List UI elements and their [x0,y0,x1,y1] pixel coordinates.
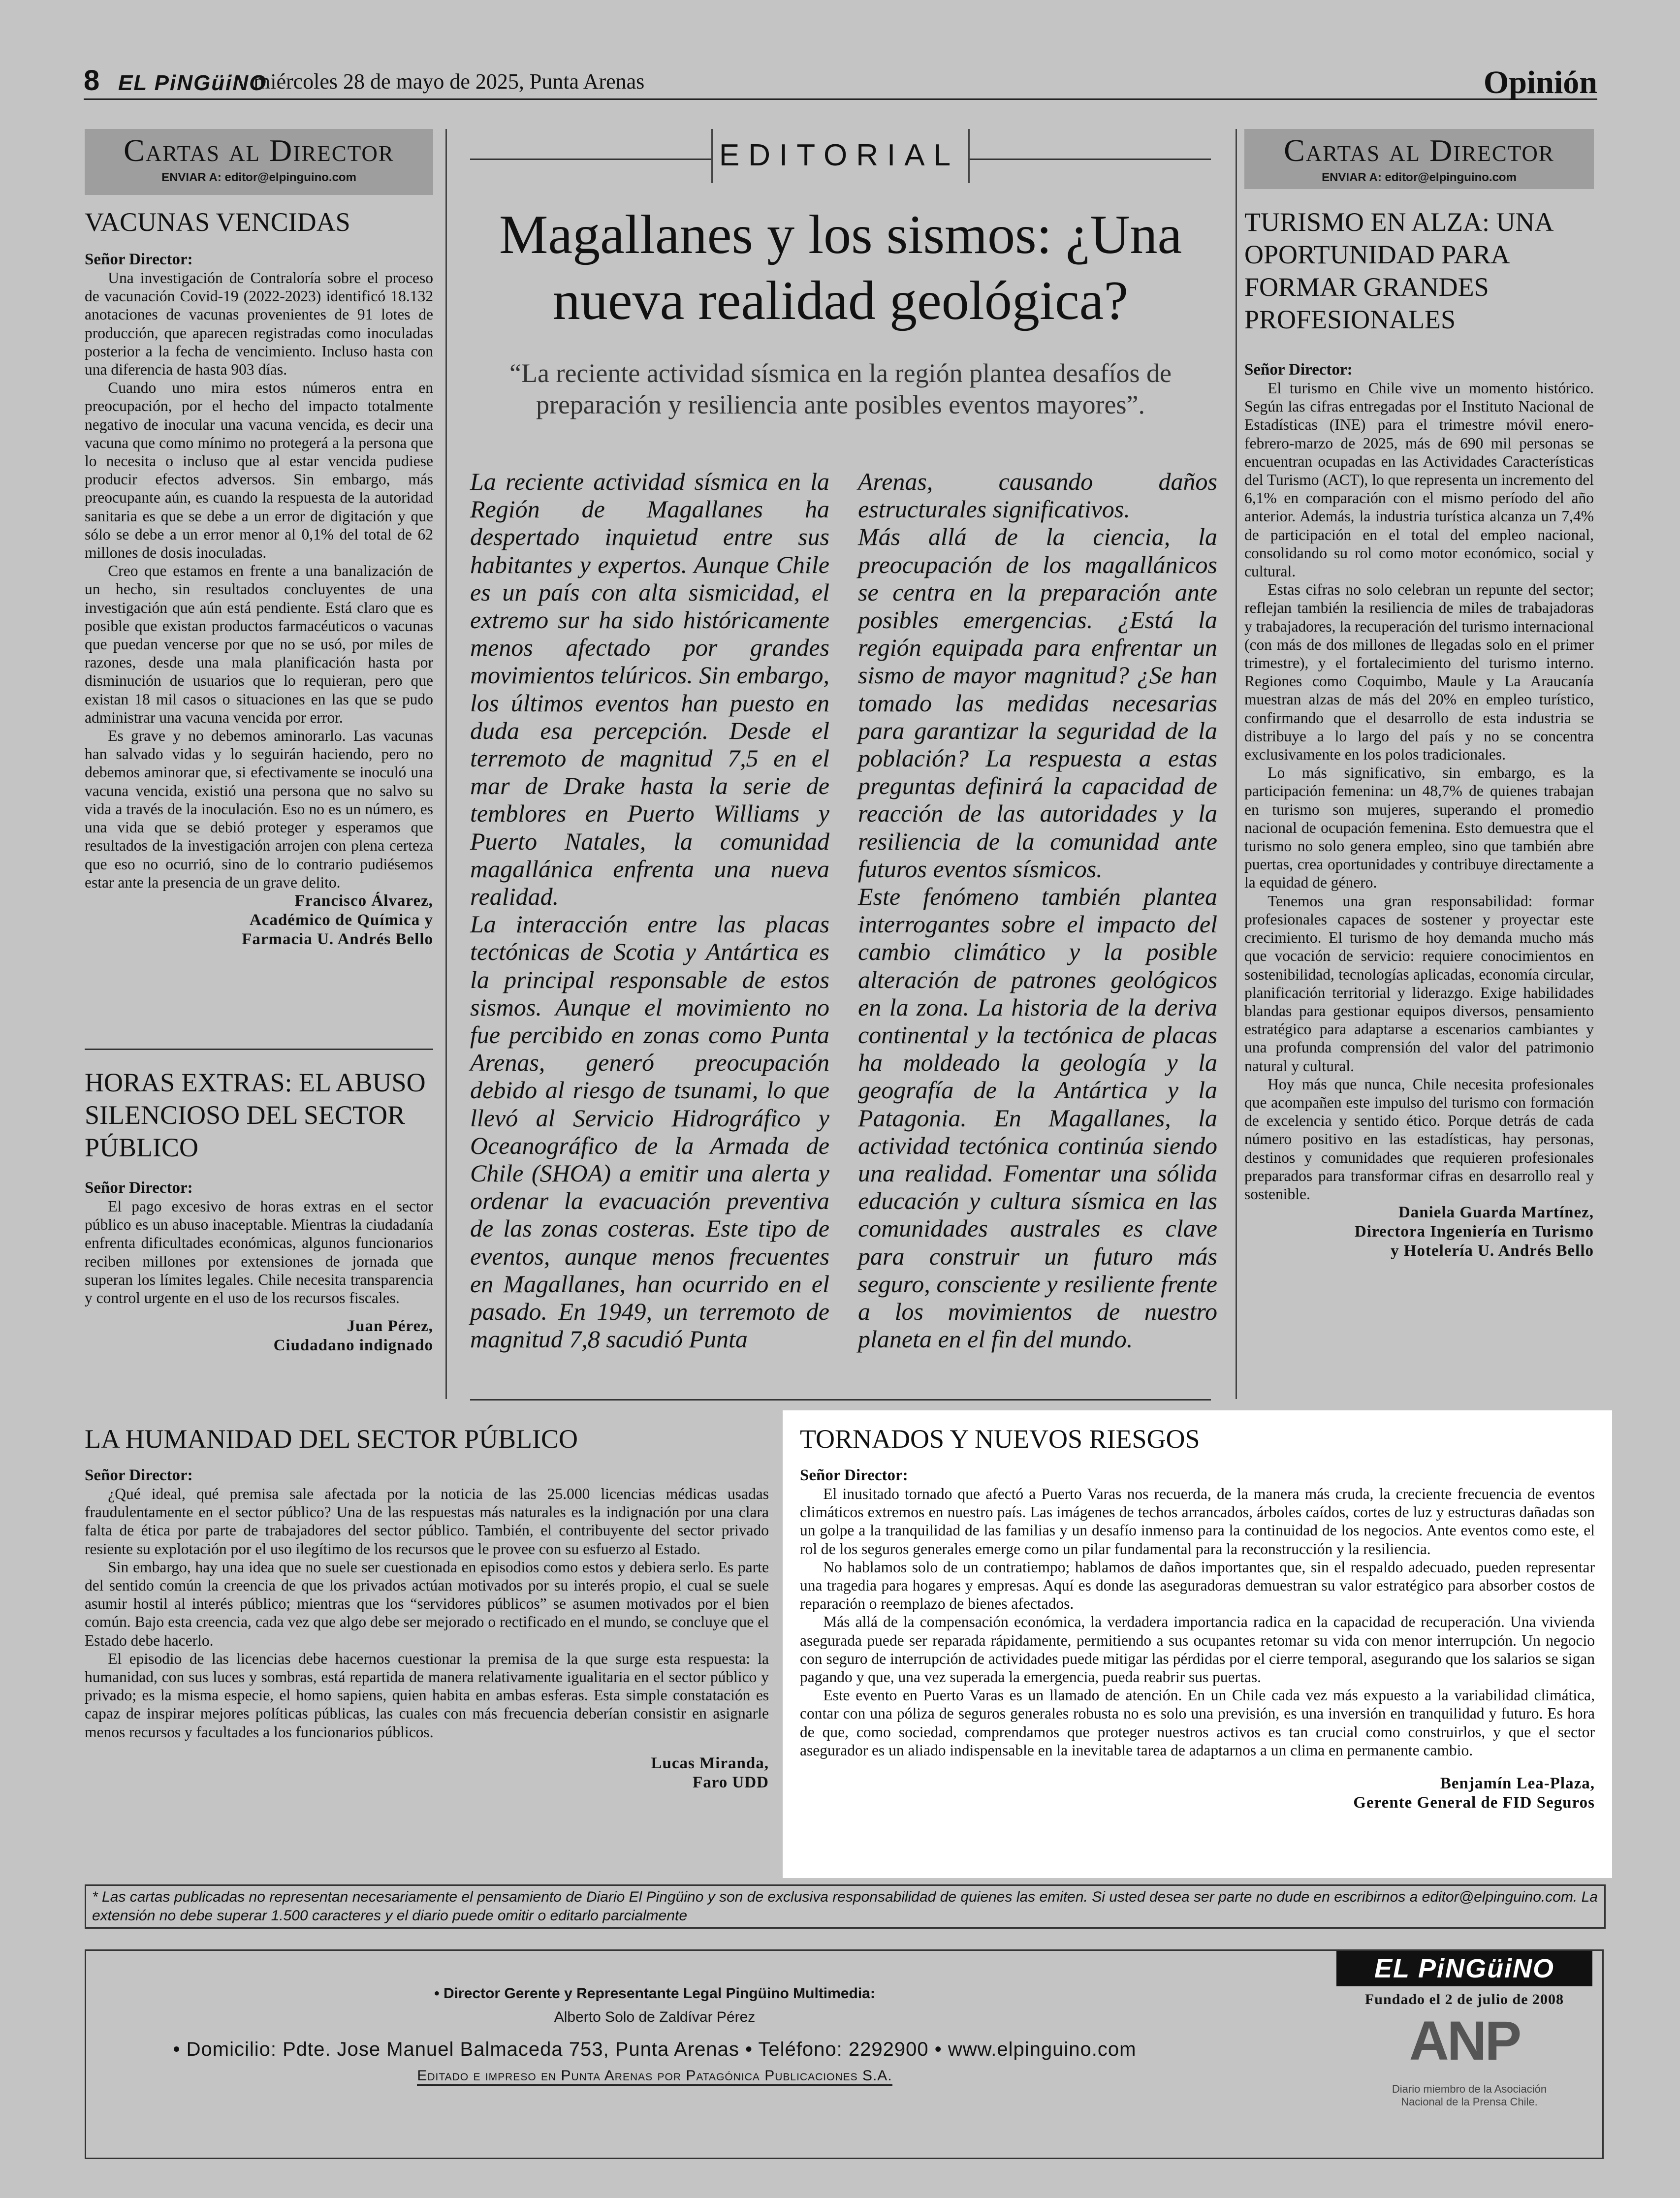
paragraph: El inusitado tornado que afectó a Puerto Varas nos recuerda, de la manera más cruda, la creciente frecuencia de eventos climáticos extremos en nuestro país. Las imágenes de techos arrancados, árboles caídos, cortes de luz y estructuras dañadas son un golpe a la tranquilidad de las familias y un desafío inmenso para la continuidad de los negocios. Ante eventos como este, el rol de los seguros generales emerge como un pilar fundamental para la reconstrucción y la resiliencia. [800,1485,1595,1558]
paragraph: El episodio de las licencias debe hacernos cuestionar la premisa de la que surge esta respuesta: la humanidad, con sus luces y sombras, está repartida de manera relativamente igualitaria en el sector público y privado; es la misma especie, el homo sapiens, quien habita en ambas esferas. Esta simple constatación es capaz de inspirar mejores políticas públicas, las cuales con más frecuencia deberían consistir en asignarle menos recursos y facultades a los funcionarios públicos. [85,1650,769,1741]
header-date: miércoles 28 de mayo de 2025, Punta Arenas [254,69,645,94]
paragraph: Es grave y no debemos aminorarlo. Las vacunas han salvado vidas y lo seguirán haciendo, pero no debemos aminorar que, si efectivamente se inoculó una vacuna vencida, existió una persona que no salvo su vida a través de la inoculación. Eso no es un número, es una vida que se debió proteger y esperamos que resultados de la investigación arrojen con plena certeza que eso no ocurrió, sino de lo contrario pudiésemos estar ante la presencia de un grave delito. [85,727,433,891]
signature [1244,1203,1594,1261]
salutation: Señor Director: [1244,361,1353,379]
paragraph: El turismo en Chile vive un momento histórico. Según las cifras entregadas por el Instituto Nacional de Estadísticas (INE) para el trimestre móvil enero-febrero-marzo de 2025, más de 690 mil personas se encuentran ocupadas en las Actividades Características del Turismo (ACT), lo que representa un incremento del 6,1% en comparación con el mismo período del año anterior. Además, la industria turística alcanza un 7,4% de participación en el total del empleo nacional, consolidando su rol como motor económico, social y cultural. [1244,380,1594,580]
signature [85,1317,433,1355]
footer-box [85,1949,1604,2159]
address-line: • Domicilio: Pdte. Jose Manuel Balmaceda 753, Punta Arenas • Teléfono: 2292900 • www.elpinguino.com [173,2039,1137,2060]
cartas-box-left [85,129,433,195]
signature-role: Farmacia U. Andrés Bello [242,930,433,948]
letter-vacunas [85,206,433,949]
editorial-label: EDITORIAL [719,138,960,172]
paragraph: La reciente actividad sísmica en la Región de Magallanes ha despertado inquietud entre sus habitantes y expertos. Aunque Chile es un país con alta sismicidad, el extremo sur ha sido históricamente menos afectado por grandes movimientos telúricos. Sin embargo, los últimos eventos han puesto en duda esa percepción. Desde el terremoto de magnitud 7,5 en el mar de Drake hasta la serie de temblores en Puerto Williams y Puerto Natales, la comunidad magallánica enfrenta una nueva realidad. [470,468,830,911]
anp-text: Diario miembro de la Asociación Nacional de la Prensa Chile. [1392,2083,1547,2108]
divider [470,1399,1211,1401]
rule-tick [711,129,713,183]
director-label: • Director Gerente y Representante Legal Pingüino Multimedia: [434,1985,875,2002]
disclaimer: * Las cartas publicadas no representan necesariamente el pensamiento de Diario El Pingüino y son de exclusiva responsabilidad de quienes las emiten. Si usted desea ser parte no dude en escribirnos a editor@elpinguino.com. La extensión no debe superar 1.500 caracteres y el diario puede omitir o editarlo parcialmente [92,1889,1598,1924]
paragraph: Tenemos una gran responsabilidad: formar profesionales capaces de sostener y proyectar este crecimiento. El turismo de hoy demanda mucho más que vocación de servicio: requiere conocimientos en sostenibilidad, tecnologías aplicadas, economía circular, planificación territorial y liderazgo. Exige habilidades blandas para gestionar equipos diversos, pensamiento estratégico para adaptarse a escenarios cambiantes y una profunda comprensión del valor del patrimonio natural y cultural. [1244,892,1594,1075]
signature-role: Faro UDD [693,1773,769,1791]
letter-turismo [1244,206,1594,1261]
signature-name: Francisco Álvarez, [294,892,433,910]
paragraph: Más allá de la ciencia, la preocupación de los magallánicos se centra en la preparación ante posibles emergencias. ¿Está la región equipada para enfrentar un sismo de mayor magnitud? ¿Se han tomado las medidas necesarias para garantizar la seguridad de la población? La respuesta a estas preguntas definirá la capacidad de reacción de las autoridades y la resiliencia de la comunidad ante futuros eventos sísmicos. [858,523,1217,883]
paragraph: Arenas, causando daños estructurales significativos. [858,468,1217,523]
letter-title: VACUNAS VENCIDAS [85,207,350,237]
paragraph: Estas cifras no solo celebran un repunte del sector; reflejan también la resiliencia de miles de trabajadoras y trabajadores, la recuperación del turismo internacional (con más de dos millones de llegadas solo en el primer trimestre), y el fortalecimiento del turismo interno. Regiones como Coquimbo, Maule y La Araucanía muestran alzas de más del 20% en empleo turístico, confirmando que el desarrollo de esta industria se distribuye a lo largo del país y no se concentra exclusivamente en los polos tradicionales. [1244,581,1594,764]
cartas-email[interactable]: ENVIAR A: editor@elpinguino.com [161,171,356,184]
editorial-column-1 [470,468,829,1353]
paragraph: Creo que estamos en frente a una banalización de un hecho, sin resultados concluyentes de una investigación que aún está pendiente. Está claro que es posible que existan productos farmacéuticos o vacunas que puedan vencerse por que no se usó, por miles de razones, desde una mala planificación hasta por disminución de usuarios que lo requieran, pero que existan 18 mil casos o situaciones en las que se pudo administrar una vacuna vencida por error. [85,562,433,726]
footer-credits [150,1985,1159,2086]
letter-title: HORAS EXTRAS: EL ABUSO SILENCIOSO DEL SECTOR PÚBLICO [85,1068,426,1162]
letter-horas [85,1066,433,1355]
signature-role: Académico de Química y [249,911,433,929]
salutation: Señor Director: [800,1466,908,1484]
paragraph: Sin embargo, hay una idea que no suele ser cuestionada en episodios como estos y debiera serlo. Es parte del sentido común la creencia de que los privados actúan motivados por su interés propio, el cual se suele asumir hostil al interés público; mientras que los “servidores públicos” se asumen motivados por el bien común. Bajo esta creencia, cada vez que algo debe ser mejorado o rectificado en el mundo, se concluye que el Estado debe hacerlo. [85,1558,769,1649]
cartas-title: Cartas al Director [1284,133,1554,168]
column-rule [445,129,447,1399]
paragraph: Hoy más que nunca, Chile necesita profesionales que acompañen este impulso del turismo con formación de excelencia y sentido ético. Porque detrás de cada número positivo en las estadísticas, hay personas, destinos y comunidades que requieren profesionales preparados para transformar cifras en desarrollo real y sostenible. [1244,1075,1594,1203]
signature-name: Lucas Miranda, [651,1754,769,1772]
rule-left [470,159,711,160]
salutation: Señor Director: [85,251,193,268]
letter-title: LA HUMANIDAD DEL SECTOR PÚBLICO [85,1424,578,1454]
letter-body [1244,379,1594,1203]
paragraph: Este evento en Puerto Varas es un llamado de atención. En un Chile cada vez más expuesto a la variabilidad climática, contar con una póliza de seguros generales robusta no es solo una previsión, es una inversión en tranquilidad y futuro. Es hora de que, como sociedad, comprendamos que proteger nuestros activos es tan crucial como construirlos, y que el sector asegurador es un aliado indispensable en la inevitable tarea de adaptarnos a un clima en permanente cambio. [800,1687,1595,1759]
letter-title: TORNADOS Y NUEVOS RIESGOS [800,1424,1200,1454]
footer-logo: EL PiNGüiNO [1336,1951,1592,1986]
rule-right [970,159,1211,160]
disclaimer-box [85,1884,1606,1929]
signature-name: Benjamín Lea-Plaza, [1440,1775,1595,1793]
signature [800,1774,1595,1813]
signature-role: Ciudadano indignado [273,1337,433,1355]
cartas-title: Cartas al Director [124,133,394,168]
anp-logo: ANP [1409,2010,1520,2071]
signature-role: Directora Ingeniería en Turismo [1355,1223,1594,1241]
section-title: Opinión [1483,64,1597,100]
letter-title: TURISMO EN ALZA: UNA OPORTUNIDAD PARA FORMAR GRANDES PROFESIONALES [1244,207,1553,334]
paragraph: Este fenómeno también plantea interrogantes sobre el impacto del cambio climático y la posible alteración de patrones geológicos en la zona. La historia de la deriva continental y la tectónica de placas ha moldeado la geología y la geografía de la Antártica y la Patagonia. En Magallanes, la actividad tectónica continúa siendo una realidad. Fomentar una sólida educación y cultura sísmica en las comunidades australes es clave para construir un futuro más seguro, consciente y resiliente frente a los movimientos de nuestro planeta en el fin del mundo. [858,883,1217,1353]
editorial-quote: “La reciente actividad sísmica en la región plantea desafíos de preparación y resiliencia ante posibles eventos mayores”. [509,358,1172,419]
signature [85,1754,769,1792]
paragraph: La interacción entre las placas tectónicas de Scotia y Antártica es la principal responsable de estos sismos. Aunque el movimiento no fue percibido en zonas como Punta Arenas, generó preocupación debido al riesgo de tsunami, lo que llevó al Servicio Hidrográfico y Oceanográfico de la Armada de Chile (SHOA) a emitir una alerta y ordenar la evacuación preventiva de las zonas costeras. Este tipo de eventos, aunque menos frecuentes en Magallanes, han ocurrido en el pasado. En 1949, un terremoto de magnitud 7,8 sacudió Punta [470,910,829,1353]
editorial [470,129,1211,420]
paragraph: ¿Qué ideal, qué premisa sale afectada por la noticia de las 25.000 licencias médicas usadas fraudulentamente en el sector público? Una de las respuestas más naturales es la indignación por una clara falta de ética por parte de trabajadores del sector público. También, el contribuyente del sector privado resiente su explotación por el uso ilegítimo de los recursos que le provee con su esfuerzo al Estado. [85,1485,769,1558]
salutation: Señor Director: [85,1179,193,1197]
founded: Fundado el 2 de julio de 2008 [1364,1991,1564,2007]
paragraph: El pago excesivo de horas extras en el sector público es un abuso inaceptable. Mientras la ciudadanía enfrenta dificultades económicas, algunos funcionarios reciben millones por extensiones de jornada que superan los límites legales. Chile necesita transparencia y control urgente en el uso de los recursos fiscales. [85,1198,433,1307]
cartas-box-right [1244,129,1594,189]
letter-humanidad [85,1423,769,1792]
signature-name: Juan Pérez, [347,1317,433,1336]
signature-role: Gerente General de FID Seguros [1353,1794,1595,1812]
paragraph: No hablamos solo de un contratiempo; hablamos de daños importantes que, sin el respaldo adecuado, pueden representar una tragedia para hogares y empresas. Aquí es donde las aseguradoras demuestran su valor estratégico para absorber costos de reparación o reemplazo de bienes afectados. [800,1558,1595,1613]
letter-tornados-box [783,1410,1612,1878]
signature-role: y Hotelería U. Andrés Bello [1391,1242,1594,1260]
signature-name: Daniela Guarda Martínez, [1398,1204,1594,1222]
header-brand: EL PiNGüiNO [118,71,267,95]
letter-body [85,1197,433,1307]
divider [85,1049,433,1050]
page-number: 8 [84,64,100,96]
editorial-title: Magallanes y los sismos: ¿Una nueva realidad geológica? [499,204,1182,331]
column-rule [1236,129,1237,1399]
printed-by: Editado e impreso en Punta Arenas por Patagónica Publicaciones S.A. [417,2068,892,2086]
cartas-email[interactable]: ENVIAR A: editor@elpinguino.com [1322,171,1517,184]
paragraph: Lo más significativo, sin embargo, es la participación femenina: un 48,7% de quienes trabajan en turismo son mujeres, superando el promedio nacional de ocupación femenina. Esto demuestra que el turismo no solo genera empleo, sino que también abre puertas, crea oportunidades y contribuye directamente a la equidad de género. [1244,764,1594,892]
director-name: Alberto Solo de Zaldívar Pérez [554,2009,756,2025]
salutation: Señor Director: [85,1466,193,1484]
letter-tornados [800,1423,1595,1813]
letter-body [85,1485,769,1741]
paragraph: Más allá de la compensación económica, la verdadera importancia radica en la capacidad de recuperación. Una vivienda asegurada puede ser reparada rápidamente, permitiendo a sus ocupantes retomar su vida con menor interrupción. Un negocio con seguro de interrupción de actividades puede mitigar las pérdidas por el cierre temporal, asegurando que los salarios se sigan pagando y que, una vez superada la emergencia, pueda reabrir sus puertas. [800,1613,1595,1686]
rule-tick [968,129,970,183]
letter-body [800,1485,1595,1759]
editorial-column-2 [858,468,1217,1353]
paragraph: Una investigación de Contraloría sobre el proceso de vacunación Covid-19 (2022-2023) identificó 18.132 anotaciones de vacunas provenientes de 91 lotes de producción, que aparecen registradas como inoculadas posterior a la fecha de vencimiento. Incluso hasta con una diferencia de hasta 903 días. [85,269,433,379]
paragraph: Cuando uno mira estos números entra en preocupación, por el hecho del impacto totalmente negativo de inocular una vacuna vencida, es decir una vacuna que como mínimo no protegerá a la persona que lo necesita o incluso que al estar vencida pudiese producir efectos adversos. Sin embargo, más preocupante aún, es cuando la respuesta de la autoridad sanitaria es que se debe a un error de digitación y que sólo se debe a un error menor al 0,1% del total de 62 millones de dosis inoculadas. [85,379,433,562]
signature [85,892,433,949]
letter-body [85,269,433,892]
page-header [84,64,1597,100]
